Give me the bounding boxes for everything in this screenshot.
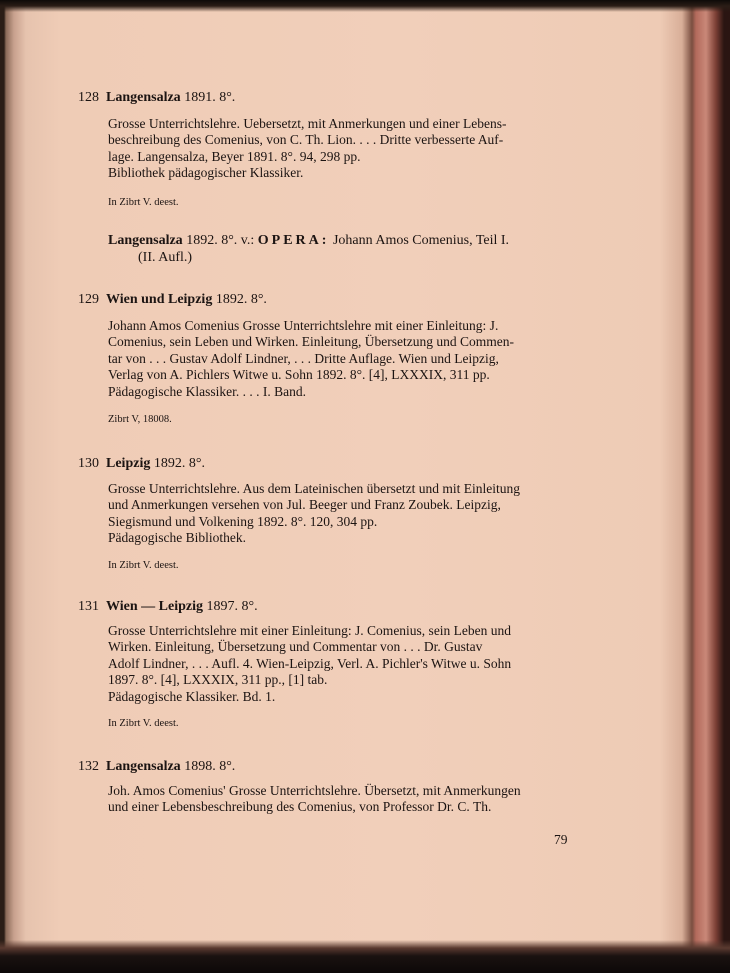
entry-line: Wirken. Einleitung, Übersetzung und Commentar von . . . Dr. Gustav — [108, 639, 483, 655]
entry-line: Grosse Unterrichtslehre. Uebersetzt, mit Anmerkungen und einer Lebens- — [108, 116, 507, 131]
entry-line: Johann Amos Comenius Grosse Unterrichtslehre mit einer Einleitung: J. — [108, 318, 499, 333]
entry-heading-128 — [78, 89, 235, 106]
cross-ref-place: Langensalza — [108, 233, 183, 248]
entry-line: Bibliothek pädagogischer Klassiker. — [108, 165, 304, 181]
entry-date-format: 1897. 8°. — [202, 599, 258, 614]
entry-date-format: 1892. 8°. — [212, 292, 267, 307]
entry-place: Wien — Leipzig — [106, 599, 203, 614]
entry-number: 128 — [78, 90, 99, 105]
entry-note-128: In Zibrt V. deest. — [108, 197, 179, 208]
entry-date-format: 1898. 8°. — [180, 759, 236, 774]
cross-ref-rest: Johann Amos Comenius, Teil I. — [329, 233, 510, 248]
cross-reference — [108, 232, 570, 266]
entry-number: 130 — [78, 456, 99, 471]
entry-note-131: In Zibrt V. deest. — [108, 718, 179, 729]
entry-number: 132 — [78, 759, 99, 774]
entry-note-130: In Zibrt V. deest. — [108, 560, 179, 571]
entry-line: Verlag von A. Pichlers Witwe u. Sohn 1892. 8°. [4], LXXXIX, 311 pp. — [108, 367, 490, 383]
page-number: 79 — [554, 832, 568, 847]
entry-heading-130 — [78, 455, 205, 472]
entry-heading-131 — [78, 598, 258, 615]
entry-line: Pädagogische Bibliothek. — [108, 530, 246, 546]
entry-place: Langensalza — [106, 759, 181, 774]
entry-place: Leipzig — [106, 456, 151, 471]
entry-line: Siegismund und Volkening 1892. 8°. 120, 304 pp. — [108, 513, 378, 529]
entry-line: Pädagogische Klassiker. . . . I. Band. — [108, 383, 306, 399]
entry-heading-129 — [78, 291, 267, 308]
entry-body-131 — [108, 623, 570, 705]
book-bottom-edge — [0, 940, 730, 973]
entry-line: und einer Lebensbeschreibung des Comenius, von Professor Dr. C. Th. — [108, 799, 492, 815]
entry-line: Grosse Unterrichtslehre. Aus dem Lateinischen übersetzt und mit Einleitung — [108, 481, 521, 496]
entry-date-format: 1891. 8°. — [180, 90, 236, 105]
entry-note-129: Zibrt V, 18008. — [108, 414, 172, 425]
cross-ref-line2: (II. Aufl.) — [138, 250, 193, 265]
entry-line: Pädagogische Klassiker. Bd. 1. — [108, 688, 276, 704]
entry-body-130 — [108, 481, 570, 547]
entry-line: und Anmerkungen versehen von Jul. Beeger und Franz Zoubek. Leipzig, — [108, 497, 501, 513]
entry-place: Wien und Leipzig — [106, 292, 213, 307]
entry-number: 131 — [78, 599, 99, 614]
entry-body-129 — [108, 318, 570, 400]
entry-date-format: 1892. 8°. — [150, 456, 205, 471]
entry-line: 1897. 8°. [4], LXXXIX, 311 pp., [1] tab. — [108, 672, 328, 688]
entry-body-128 — [108, 116, 570, 182]
entry-line: Adolf Lindner, . . . Aufl. 4. Wien-Leipzig, Verl. A. Pichler's Witwe u. Sohn — [108, 655, 512, 671]
entry-heading-132 — [78, 758, 235, 775]
entry-line: beschreibung des Comenius, von C. Th. Lion. . . . Dritte verbesserte Auf- — [108, 132, 504, 148]
entry-line: tar von . . . Gustav Adolf Lindner, . . . Dritte Auflage. Wien und Leipzig, — [108, 350, 499, 366]
entry-place: Langensalza — [106, 90, 181, 105]
entry-line: Comenius, sein Leben und Wirken. Einleitung, Übersetzung und Commen- — [108, 334, 515, 350]
entry-line: Joh. Amos Comenius' Grosse Unterrichtslehre. Übersetzt, mit Anmerkungen — [108, 783, 521, 798]
entry-line: Grosse Unterrichtslehre mit einer Einleitung: J. Comenius, sein Leben und — [108, 623, 512, 638]
cross-ref-opera: OPERA: — [257, 233, 330, 248]
entry-body-132 — [108, 783, 570, 816]
entry-line: lage. Langensalza, Beyer 1891. 8°. 94, 298 pp. — [108, 148, 361, 164]
entry-number: 129 — [78, 292, 99, 307]
cross-ref-mid: 1892. 8°. v.: — [182, 233, 258, 248]
